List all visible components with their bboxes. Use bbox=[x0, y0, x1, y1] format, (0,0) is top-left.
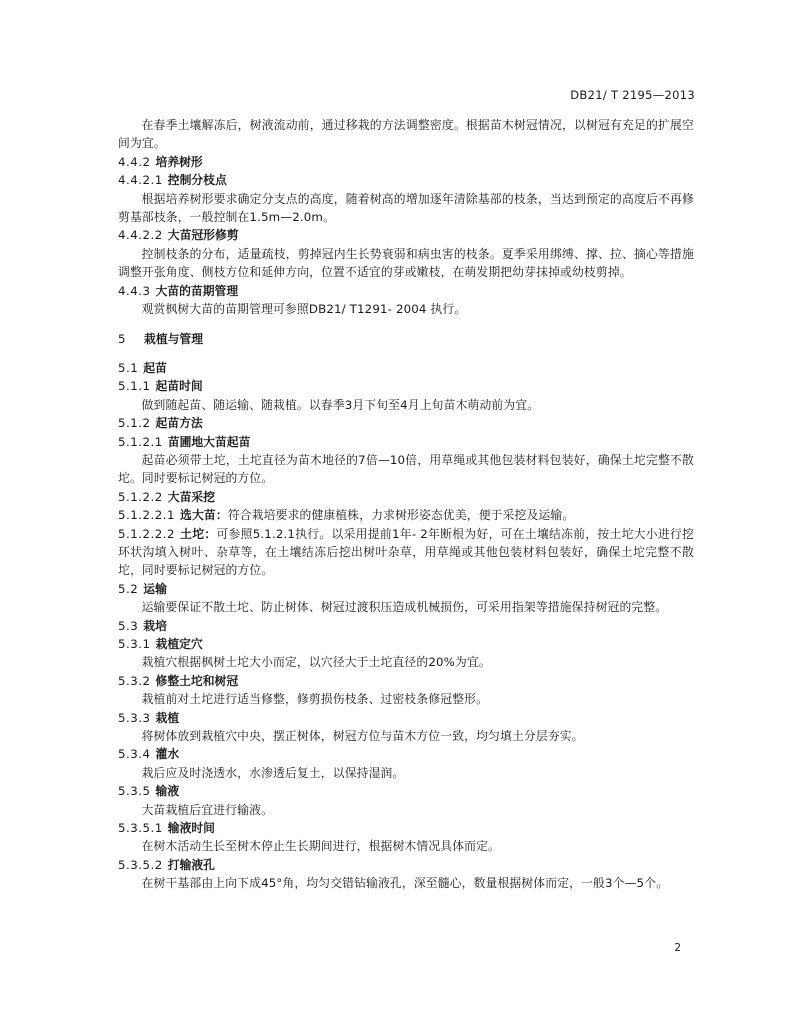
clause-title: 选大苗： bbox=[180, 508, 228, 523]
clause-number: 5.1.1 bbox=[118, 379, 151, 394]
clause-number: 5.3.5 bbox=[118, 784, 151, 799]
clause-title: 运输 bbox=[143, 581, 167, 596]
clause-number: 5.3.1 bbox=[118, 636, 151, 651]
clause-heading bbox=[118, 414, 694, 432]
paragraph: 将树体放到栽植穴中央，摆正树体，树冠方位与苗木方位一致，均匀填土分层夯实。 bbox=[141, 729, 584, 743]
clause-title: 起苗方法 bbox=[155, 416, 203, 431]
clause-title: 起苗 bbox=[143, 360, 167, 375]
clause-heading bbox=[118, 782, 694, 800]
paragraph: 栽后应及时浇透水，水渗透后复土，以保持湿润。 bbox=[141, 765, 405, 780]
clause-title: 大苗冠形修剪 bbox=[167, 228, 239, 243]
clause-number: 5.1.2 bbox=[118, 416, 151, 431]
clause-number: 5.1.2.2.2 bbox=[118, 526, 176, 541]
clause-heading bbox=[118, 580, 694, 598]
paragraph: 在树干基部由上向下成45°角，均匀交错钻输液孔，深至髓心，数量根据树体而定，一般3个—5个。 bbox=[141, 876, 669, 891]
clause-title: 打输液孔 bbox=[167, 857, 215, 872]
paragraph: 运输要保证不散土坨、防止树体、树冠过渡积压造成机械损伤，可采用指架等措施保持树冠的完整。 bbox=[141, 600, 668, 615]
clause-number: 4.4.3 bbox=[118, 283, 151, 298]
section-heading bbox=[118, 330, 694, 348]
paragraph: 起苗必须带土坨，土坨直径为苗木地径的7倍—10倍，用草绳或其他包装材料包装好，确保土坨完整不散坨。同时要标记树冠的方位。 bbox=[118, 452, 694, 486]
clause-title: 栽植 bbox=[155, 710, 180, 725]
paragraph: 在春季土壤解冻后，树液流动前，通过移栽的方法调整密度。根据苗木树冠情况，以树冠有充足的扩展空间为宜。 bbox=[118, 118, 694, 151]
clause-number: 4.4.2 bbox=[118, 154, 151, 169]
clause-title: 栽培 bbox=[143, 618, 167, 633]
clause-title: 土坨： bbox=[180, 526, 217, 541]
clause-title: 苗圃地大苗起苗 bbox=[167, 434, 251, 449]
clause-title: 控制分枝点 bbox=[167, 173, 227, 188]
document-code: DB21/ T 2195—2013 bbox=[570, 88, 695, 102]
clause-heading bbox=[118, 525, 694, 580]
clause-heading bbox=[118, 153, 694, 171]
clause-heading bbox=[118, 709, 694, 727]
paragraph: 观赏枫树大苗的苗期管理可参照DB21/ T1291- 2004 执行。 bbox=[141, 302, 467, 317]
clause-title: 大苗的苗期管理 bbox=[155, 283, 239, 298]
paragraph: 控制枝条的分布，适量疏枝，剪掉冠内生长势衰弱和病虫害的枝条。夏季采用绑缚、撑、拉、摘心等措施调整开张角度、侧枝方位和延伸方向，位置不适宜的芽或嫩枝，在萌发期把幼芽抹掉或幼枝剪掉。 bbox=[118, 246, 694, 280]
clause-heading bbox=[118, 171, 694, 189]
clause-heading bbox=[118, 506, 694, 524]
clause-heading bbox=[118, 617, 694, 635]
clause-title: 培养树形 bbox=[155, 154, 203, 169]
clause-heading bbox=[118, 856, 694, 874]
paragraph: 栽植穴根据枫树土坨大小而定，以穴径大于土坨直径的20%为宜。 bbox=[141, 655, 491, 670]
clause-title: 大苗采挖 bbox=[167, 489, 215, 504]
clause-heading bbox=[118, 226, 694, 244]
clause-number: 5.3.5.1 bbox=[118, 821, 163, 836]
page-number: 2 bbox=[674, 942, 681, 954]
paragraph: 做到随起苗、随运输、随栽植。以春季3月下旬至4月上旬苗木萌动前为宜。 bbox=[141, 397, 540, 412]
paragraph: 根据培养树形要求确定分支点的高度，随着树高的增加逐年清除基部的枝条，当达到预定的高度后不再修剪基部枝条，一般控制在1.5m—2.0m。 bbox=[118, 191, 694, 225]
clause-number: 5.3.3 bbox=[118, 710, 151, 725]
clause-title: 栽植与管理 bbox=[144, 332, 204, 347]
clause-title: 栽植定穴 bbox=[155, 636, 203, 651]
paragraph: 栽植前对土坨进行适当修整，修剪损伤枝条、过密枝条修冠整形。 bbox=[141, 692, 489, 707]
paragraph: 在树木活动生长至树木停止生长期间进行，根据树木情况具体而定。 bbox=[141, 839, 501, 854]
clause-number: 5.3.5.2 bbox=[118, 857, 163, 872]
clause-title: 修整土坨和树冠 bbox=[155, 673, 239, 688]
clause-number: 5.1.2.1 bbox=[118, 434, 163, 449]
clause-heading bbox=[118, 359, 694, 377]
clause-text: 可参照5.1.2.1执行。以采用提前1年- 2年断根为好，可在土壤结冻前，按土坨大小进行挖环状沟填入树叶、杂草等，在土壤结冻后挖出树叶杂草，用草绳或其他包装材料包装好，确保土坨完整不散坨，同时要标记树冠的方位。 bbox=[118, 526, 695, 578]
clause-number: 5.1 bbox=[118, 360, 139, 375]
paragraph: 大苗栽植后宜进行输液。 bbox=[141, 802, 274, 817]
clause-heading bbox=[118, 488, 694, 506]
clause-number: 4.4.2.2 bbox=[118, 228, 163, 243]
clause-text: 符合栽培要求的健康植株，力求树形姿态优美，便于采挖及运输。 bbox=[227, 508, 575, 523]
clause-heading bbox=[118, 635, 694, 653]
clause-heading bbox=[118, 745, 694, 763]
clause-heading bbox=[118, 282, 694, 300]
clause-number: 4.4.2.1 bbox=[118, 173, 163, 188]
clause-number: 5.1.2.2 bbox=[118, 489, 163, 504]
clause-title: 灌水 bbox=[155, 747, 180, 762]
clause-number: 5.3.2 bbox=[118, 673, 151, 688]
clause-heading bbox=[118, 819, 694, 837]
document-body bbox=[118, 116, 694, 893]
clause-title: 输液时间 bbox=[167, 821, 215, 836]
clause-heading bbox=[118, 672, 694, 690]
clause-number: 5.3.4 bbox=[118, 747, 151, 762]
clause-title: 输液 bbox=[155, 784, 180, 799]
clause-number: 5 bbox=[118, 332, 127, 347]
clause-title: 起苗时间 bbox=[155, 379, 203, 394]
clause-number: 5.1.2.2.1 bbox=[118, 508, 176, 523]
clause-heading bbox=[118, 377, 694, 395]
clause-number: 5.3 bbox=[118, 618, 139, 633]
clause-number: 5.2 bbox=[118, 581, 139, 596]
clause-heading bbox=[118, 433, 694, 451]
